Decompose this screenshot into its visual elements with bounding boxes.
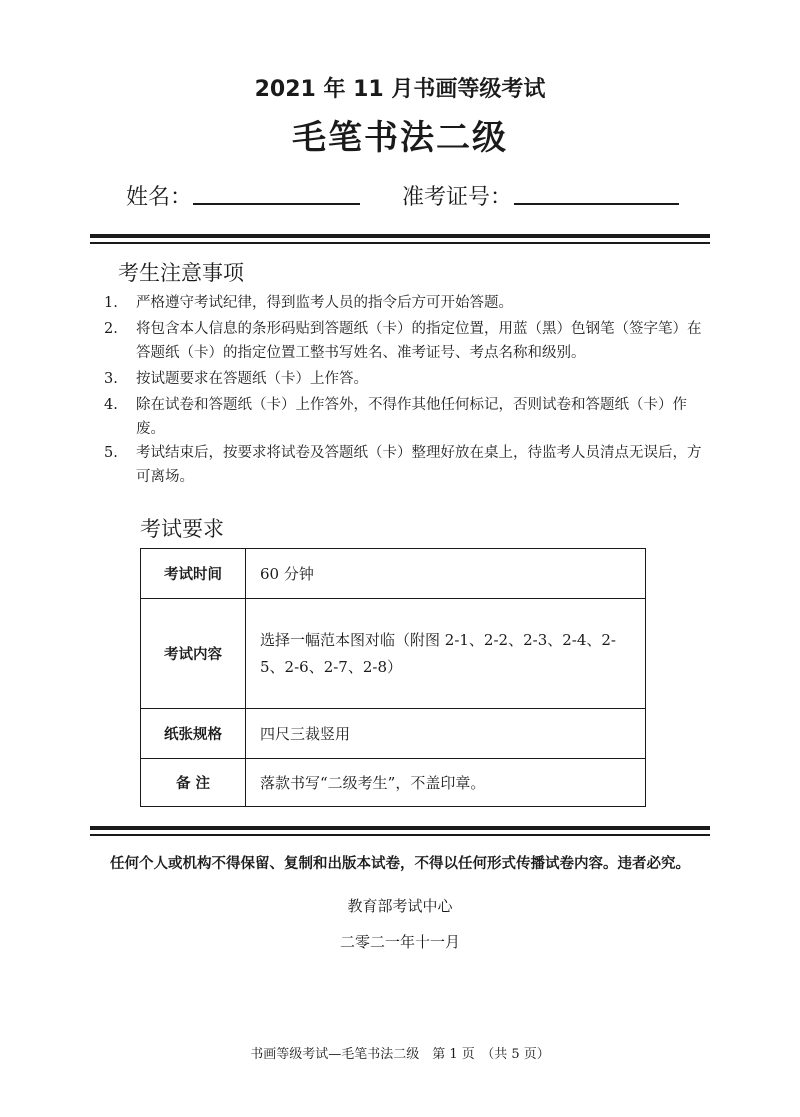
requirements-table: [140, 548, 646, 807]
notice-number: 5.: [104, 445, 118, 461]
table-row: [141, 549, 646, 599]
req-key: 备 注: [141, 759, 246, 807]
notice-item: [104, 367, 704, 391]
issue-date: 二零二一年十一月: [339, 933, 460, 951]
notice-text: 按试题要求在答题纸（卡）上作答。: [136, 371, 368, 387]
subject-title: 毛笔书法二级: [292, 118, 508, 158]
table-row: [141, 759, 646, 807]
exam-id-field-line[interactable]: [514, 203, 679, 205]
notice-number: 3.: [104, 371, 118, 387]
notices-heading: 考生注意事项: [118, 261, 244, 285]
requirements-heading: 考试要求: [140, 517, 224, 541]
table-row: [141, 709, 646, 759]
name-field-line[interactable]: [193, 203, 360, 205]
notice-item: [104, 393, 704, 441]
notice-number: 2.: [104, 321, 118, 337]
copyright-notice: 任何个人或机构不得保留、复制和出版本试卷，不得以任何形式传播试卷内容。违者必究。: [110, 856, 690, 872]
req-value: 落款书写“二级考生”，不盖印章。: [246, 759, 646, 807]
notice-text: 考试结束后，按要求将试卷及答题纸（卡）整理好放在桌上，待监考人员清点无误后，方可离场。: [136, 445, 702, 485]
top-divider-thin: [90, 242, 710, 244]
bottom-divider-thick: [90, 826, 710, 830]
table-row: [141, 599, 646, 709]
exam-id-label: 准考证号：: [402, 185, 513, 210]
req-key: 考试内容: [141, 599, 246, 709]
req-value: 四尺三裁竖用: [246, 709, 646, 759]
notice-text: 将包含本人信息的条形码贴到答题纸（卡）的指定位置，用蓝（黑）色钢笔（签字笔）在答题纸（卡）的指定位置工整书写姓名、准考证号、考点名称和级别。: [136, 321, 702, 361]
notice-item: [104, 441, 704, 489]
notice-number: 4.: [104, 397, 118, 413]
issuer-name: 教育部考试中心: [347, 897, 453, 915]
bottom-divider-thin: [90, 834, 710, 836]
req-value: 选择一幅范本图对临（附图 2-1、2-2、2-3、2-4、2-5、2-6、2-7、2-8）: [246, 599, 646, 709]
req-key: 考试时间: [141, 549, 246, 599]
notice-item: [104, 291, 704, 315]
notice-number: 1.: [104, 295, 118, 311]
top-divider-thick: [90, 234, 710, 238]
req-key: 纸张规格: [141, 709, 246, 759]
page-footer: 书画等级考试—毛笔书法二级 第 1 页 （共 5 页）: [250, 1047, 550, 1062]
notice-text: 除在试卷和答题纸（卡）上作答外，不得作其他任何标记，否则试卷和答题纸（卡）作废。: [136, 397, 687, 437]
notice-text: 严格遵守考试纪律，得到监考人员的指令后方可开始答题。: [136, 295, 513, 311]
exam-title: 2021 年 11 月书画等级考试: [254, 77, 546, 102]
notice-item: [104, 317, 704, 365]
name-label: 姓名：: [126, 185, 193, 210]
req-value: 60 分钟: [246, 549, 646, 599]
